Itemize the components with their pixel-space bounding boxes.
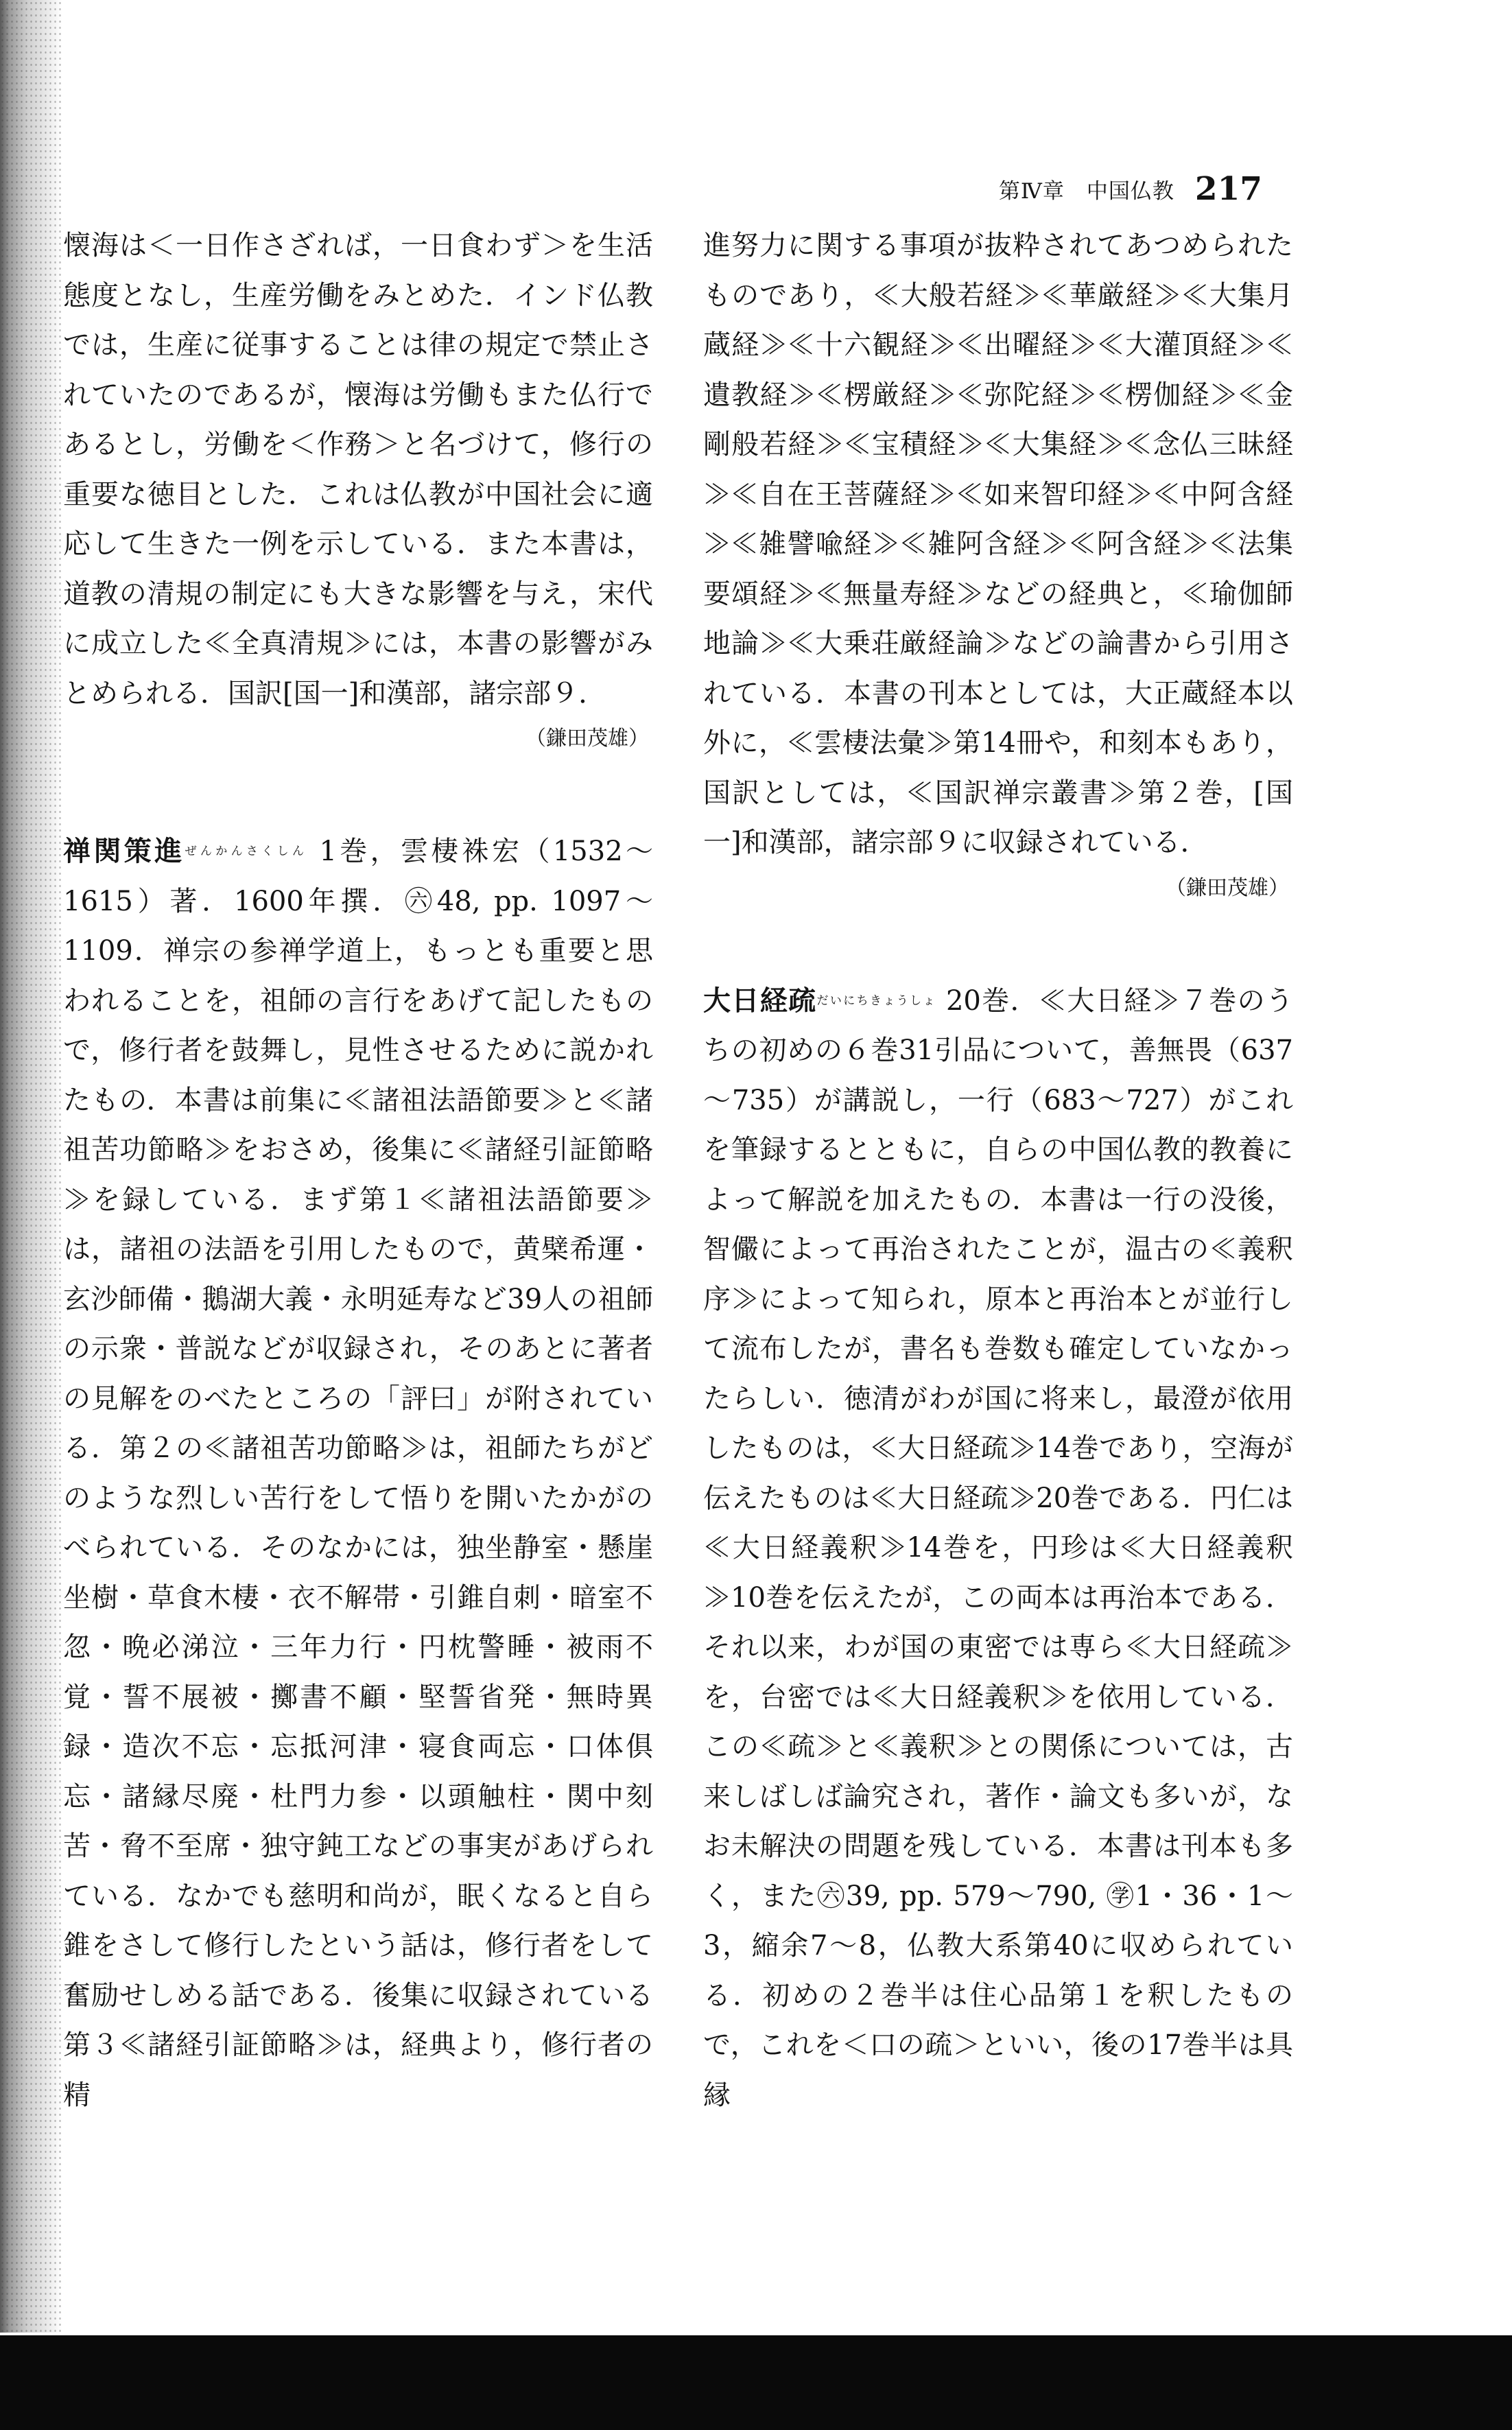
entry-reading: ぜんかんさくしん [185, 845, 308, 858]
right-column [703, 221, 1293, 2120]
continued-text: 懐海は＜一日作さざれば，一日食わず＞を生活態度となし，生産労働をみとめた．インド仏教では，生産に従事することは律の規定で禁止されていたのであるが，懐海は労働もまた仏行であるとし，労働を＜作務＞と名づけて，修行の重要な徳目とした．これは仏教が中国社会に適応して生きた一例を示している．また本書は，道教の清規の制定にも大きな影響を与え，宋代に成立した≪全真清規≫には，本書の影響がみとめられる．国訳[国一]和漢部，諸宗部９． [63, 230, 653, 709]
dictionary-entry [63, 827, 653, 2120]
entry-author: （鎌田茂雄） [525, 727, 649, 751]
entry-spacer [703, 909, 1293, 976]
dictionary-entry [703, 976, 1293, 2121]
chapter-title: 第Ⅳ章 中国仏教 [998, 178, 1174, 204]
entry-title: 大日経疏 [703, 984, 817, 1017]
entry-reading: だいにちきょうしょ [816, 993, 936, 1008]
entry-body: 1巻，雲棲袾宏（1532～1615）著．1600年撰．㊅48, pp. 1097～1109．禅宗の参禅学道上，もっとも重要と思われることを，祖師の言行をあげて記したもので，修行者を鼓舞し，見性させるために説かれたもの．本書は前集に≪諸祖法語節要≫と≪諸祖苦功節略≫をおさめ，後集に≪諸経引証節略≫を録している．まず第１≪諸祖法語節要≫は，諸祖の法語を引用したもので，黄檗希運・玄沙師備・鵝湖大義・永明延寿など39人の祖師の示衆・普説などが収録され，そのあとに著者の見解をのべたところの「評曰」が附されている．第２の≪諸祖苦功節略≫は，祖師たちがどのような烈しい苦行をして悟りを開いたかがのべられている．そのなかには，独坐静室・懸崖坐樹・草食木棲・衣不解帯・引錐自刺・暗室不忽・晩必涕泣・三年力行・円枕警睡・被雨不覚・誓不展被・擲書不顧・堅誓省発・無時異録・造次不忘・忘抵河津・寝食両忘・口体俱忘・諸縁尽廃・杜門力参・以頭触柱・関中刻苦・脅不至席・独守鈍工などの事実があげられている．なかでも慈明和尚が，眠くなると自ら錐をさして修行したという話は，修行者をして奮励せしめる話である．後集に収録されている第３≪諸経引証節略≫は，経典より，修行者の精 [63, 836, 654, 2111]
left-column [63, 221, 653, 2120]
entry-title: 禅関策進 [63, 835, 185, 867]
page-number: 217 [1194, 169, 1262, 208]
entry-spacer [63, 759, 653, 827]
scan-bottom-border [0, 2335, 1512, 2430]
scan-edge-noise [0, 0, 62, 2333]
entry-author: （鎌田茂雄） [1166, 875, 1289, 900]
continued-text: 進努力に関する事項が抜粋されてあつめられたものであり，≪大般若経≫≪華厳経≫≪大集月蔵経≫≪十六観経≫≪出曜経≫≪大灌頂経≫≪遺教経≫≪楞厳経≫≪弥陀経≫≪楞伽経≫≪金剛般若経≫≪宝積経≫≪大集経≫≪念仏三昧経≫≪自在王菩薩経≫≪如来智印経≫≪中阿含経≫≪雑譬喩経≫≪雑阿含経≫≪阿含経≫≪法集要頌経≫≪無量寿経≫などの経典と，≪瑜伽師地論≫≪大乗荘厳経論≫などの論書から引用されている．本書の刊本としては，大正蔵経本以外に，≪雲棲法彙≫第14冊や，和刻本もあり，国訳としては，≪国訳禅宗叢書≫第２巻，[国一]和漢部，諸宗部９に収録されている． [703, 230, 1293, 858]
running-head [947, 165, 1262, 213]
entry-body: 20巻．≪大日経≫７巻のうちの初めの６巻31引品について，善無畏（637～735）が講説し，一行（683～727）がこれを筆録するとともに，自らの中国仏教的教養によって解説を加えたもの．本書は一行の没後，智儼によって再治されたことが，温古の≪義釈序≫によって知られ，原本と再治本とが並行して流布したが，書名も巻数も確定していなかったらしい．徳清がわが国に将来し，最澄が依用したものは，≪大日経疏≫14巻であり，空海が伝えたものは≪大日経疏≫20巻である．円仁は≪大日経義釈≫14巻を，円珍は≪大日経義釈≫10巻を伝えたが，この両本は再治本である．それ以来，わが国の東密では専ら≪大日経疏≫を，台密では≪大日経義釈≫を依用している．この≪疏≫と≪義釈≫との関係については，古来しばしば論究され，著作・論文も多いが，なお未解決の問題を残している．本書は刊本も多く，また㊅39, pp. 579～790, ㊫1・36・1～3，縮余7～8，仏教大系第40に収められている．初めの２巻半は住心品第１を釈したもので，これを＜口の疏＞といい，後の17巻半は具縁 [703, 984, 1293, 2111]
